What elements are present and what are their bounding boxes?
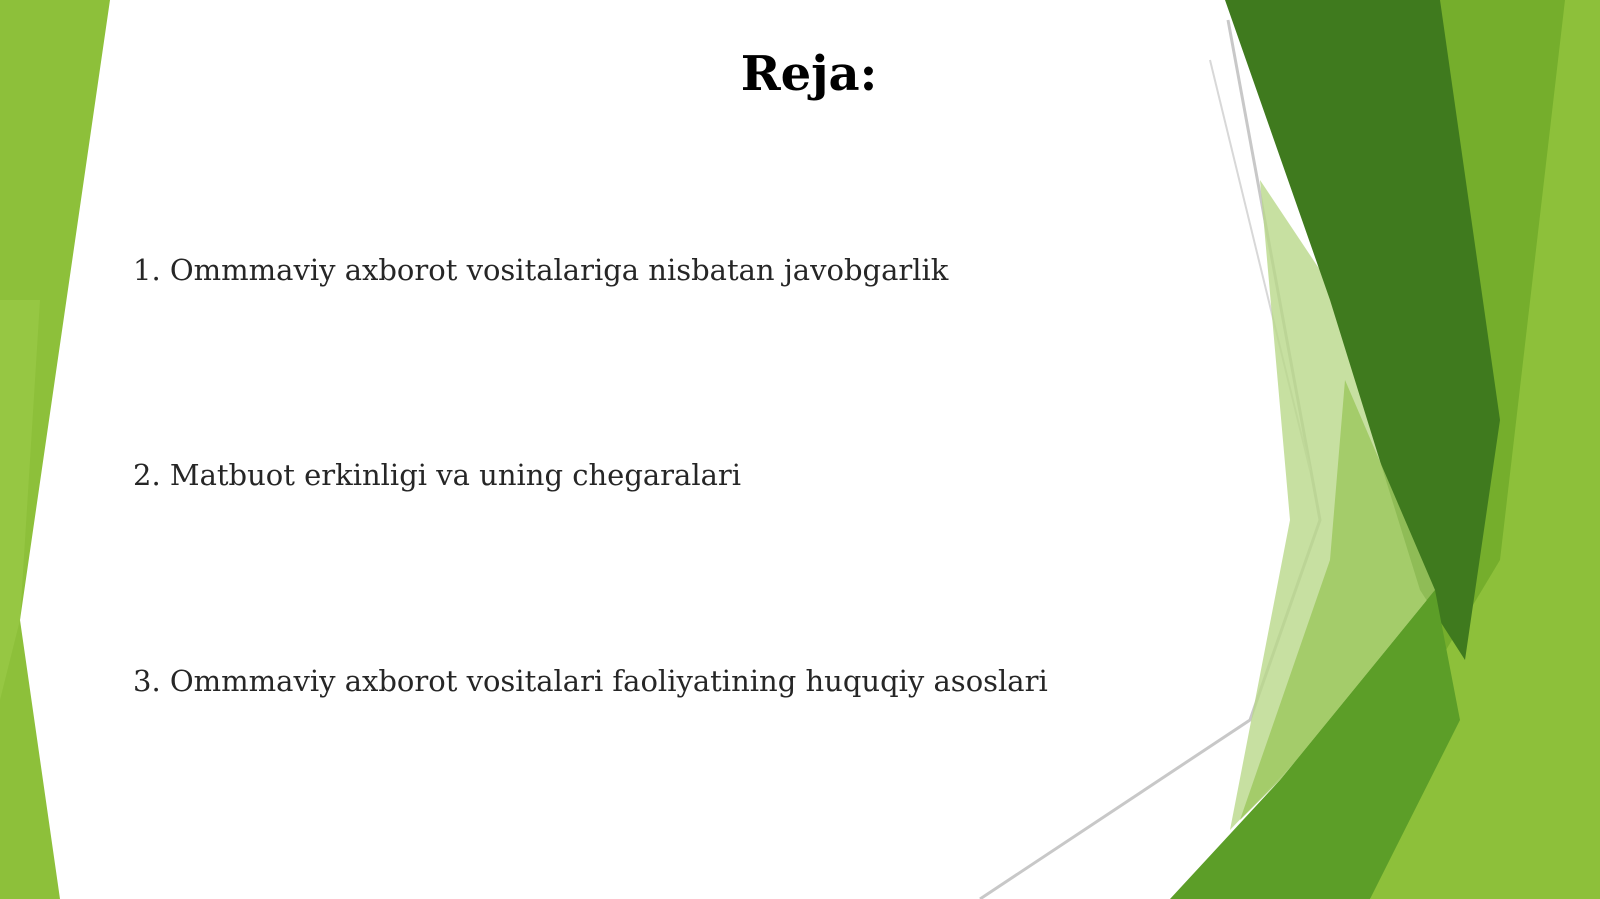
slide-title: Reja: — [740, 46, 878, 102]
agenda-item: 3. Ommmaviy axborot vositalari faoliyatining huquqiy asoslari — [133, 664, 1048, 698]
agenda-item: 1. Ommmaviy axborot vositalariga nisbatan javobgarlik — [133, 253, 949, 287]
agenda-item: 2. Matbuot erkinligi va uning chegaralari — [133, 458, 742, 492]
